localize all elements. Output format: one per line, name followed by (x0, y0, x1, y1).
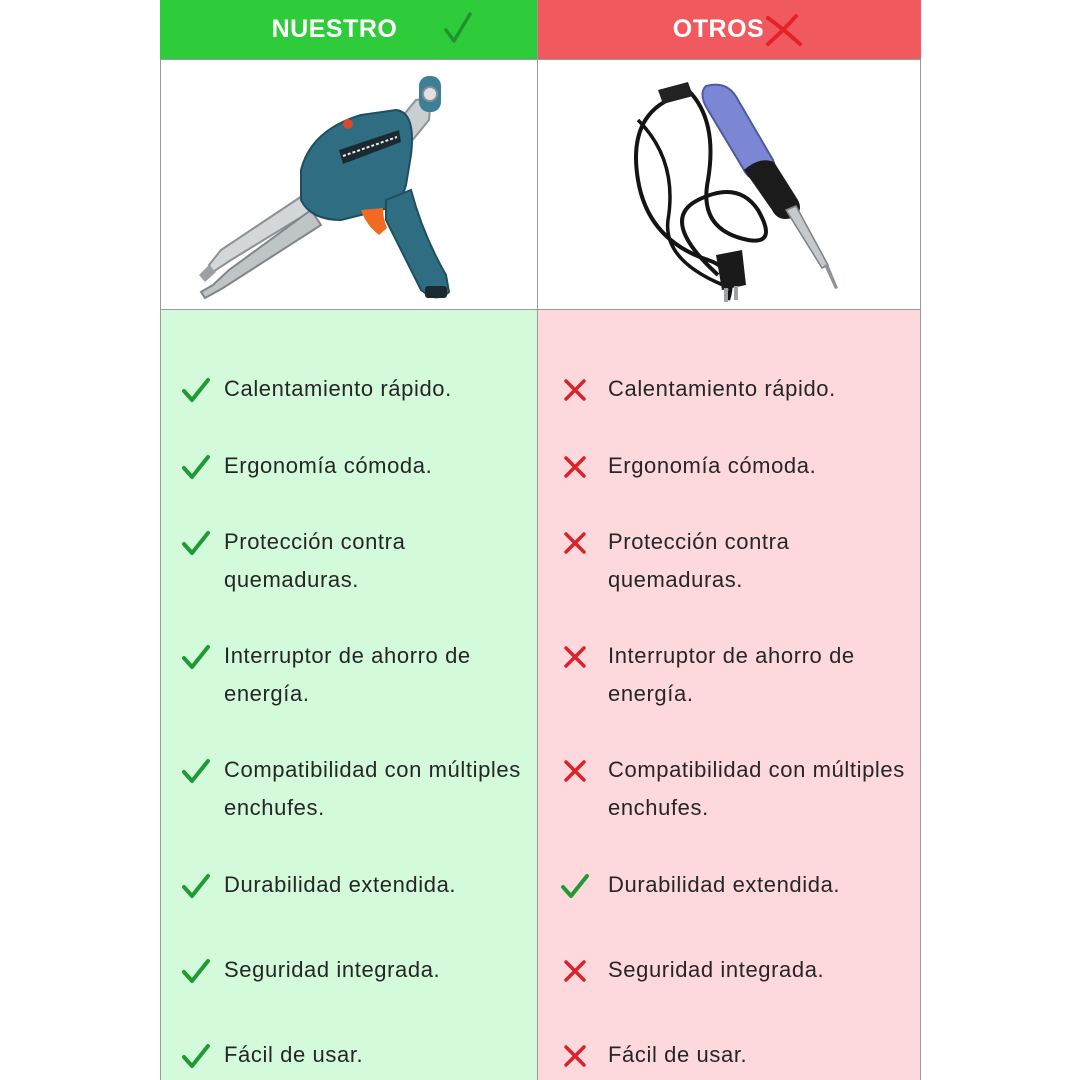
cross-icon (560, 642, 590, 672)
check-icon (443, 10, 473, 53)
column-ours (160, 0, 537, 1080)
column-header-others (537, 0, 921, 60)
cross-icon (560, 956, 590, 986)
check-icon (181, 642, 211, 672)
check-icon (181, 375, 211, 405)
check-icon (181, 1041, 211, 1071)
feature-label: Compatibilidad con múltiples enchufes. (224, 757, 521, 820)
soldering-gun-image (160, 60, 537, 310)
feature-label: Calentamiento rápido. (224, 376, 452, 401)
feature-label: Durabilidad extendida. (608, 872, 841, 897)
cross-icon (762, 10, 806, 57)
check-icon (181, 756, 211, 786)
feature-label: Compatibilidad con múltiples enchufes. (608, 757, 905, 820)
cross-icon (560, 375, 590, 405)
check-icon (181, 956, 211, 986)
check-icon (560, 871, 590, 901)
feature-label: Interruptor de ahorro de energía. (608, 643, 855, 706)
feature-label: Seguridad integrada. (224, 957, 441, 982)
cross-icon (560, 1041, 590, 1071)
feature-label: Protección contra quemaduras. (224, 529, 406, 592)
feature-list-ours (160, 310, 537, 1080)
column-header-ours (160, 0, 537, 60)
check-icon (181, 871, 211, 901)
comparison-table (160, 0, 921, 1080)
feature-label: Ergonomía cómoda. (608, 453, 817, 478)
feature-label: Interruptor de ahorro de energía. (224, 643, 471, 706)
feature-list-others (537, 310, 921, 1080)
feature-label: Protección contra quemaduras. (608, 529, 790, 592)
check-icon (181, 528, 211, 558)
check-icon (181, 452, 211, 482)
cross-icon (560, 756, 590, 786)
feature-label: Seguridad integrada. (608, 957, 825, 982)
cross-icon (560, 452, 590, 482)
column-title-ours: NUESTRO (271, 15, 398, 43)
soldering-iron-image (537, 60, 921, 310)
column-title-others: OTROS (672, 15, 765, 43)
cross-icon (560, 528, 590, 558)
column-others (537, 0, 921, 1080)
feature-label: Fácil de usar. (608, 1042, 748, 1067)
feature-label: Durabilidad extendida. (224, 872, 457, 897)
feature-label: Fácil de usar. (224, 1042, 364, 1067)
feature-label: Calentamiento rápido. (608, 376, 836, 401)
feature-label: Ergonomía cómoda. (224, 453, 433, 478)
